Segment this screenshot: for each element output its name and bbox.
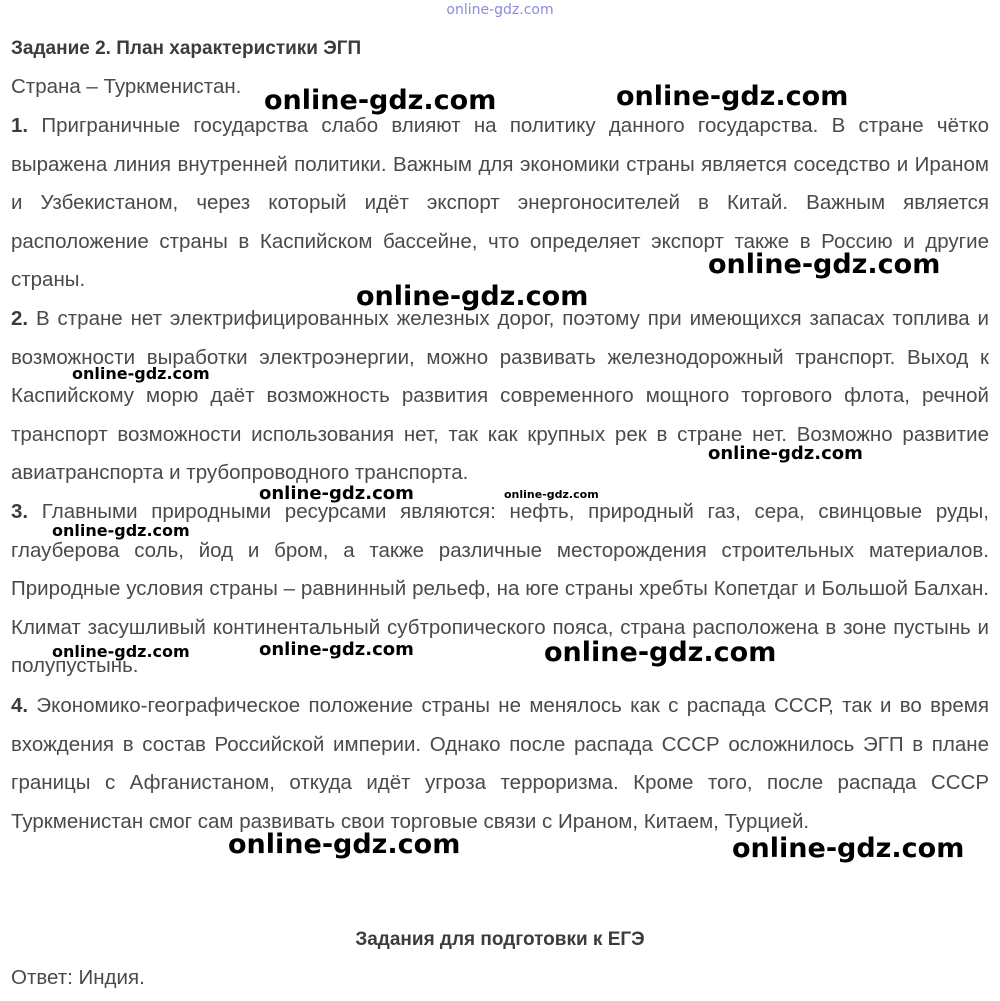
- top-watermark: online-gdz.com: [446, 2, 554, 18]
- watermark: online-gdz.com: [708, 249, 941, 280]
- watermark: online-gdz.com: [732, 833, 965, 864]
- watermark: online-gdz.com: [356, 281, 589, 312]
- watermark: online-gdz.com: [616, 81, 849, 112]
- country-line: Страна – Туркменистан.: [11, 75, 242, 98]
- task-title: Задание 2. План характеристики ЭГП: [11, 38, 362, 59]
- watermark: online-gdz.com: [259, 483, 414, 504]
- watermark: online-gdz.com: [544, 637, 777, 668]
- watermark: online-gdz.com: [708, 443, 863, 464]
- paragraph-2: [11, 300, 989, 493]
- paragraph-number: 3.: [11, 500, 29, 523]
- watermark: online-gdz.com: [504, 488, 599, 501]
- watermark: online-gdz.com: [52, 521, 190, 540]
- watermark: online-gdz.com: [259, 639, 414, 660]
- paragraph-number: 1.: [11, 114, 29, 137]
- paragraph-text: Экономико-географическое положение страны не менялось как с распада СССР, так и во время вхождения в состав Российской империи. Однако после распада СССР осложнилось ЭГП в плане границы с Афганистаном, откуда идёт угроза терроризма. Кроме того, после распада СССР Туркменистан смог сам развивать свои торговые связи с Ираном, Китаем, Турцией.: [11, 694, 989, 833]
- paragraph-number: 4.: [11, 694, 29, 717]
- watermark: online-gdz.com: [228, 829, 461, 860]
- paragraph-number: 2.: [11, 307, 29, 330]
- paragraph-text: Главными природными ресурсами являются: нефть, природный газ, сера, свинцовые руды, глауберова соль, йод и бром, а также различные месторождения строительных материалов. Природные условия страны – равнинный рельеф, на юге страны хребты Копетдаг и Большой Балхан. Климат засушливый континентальный субтропического пояса, страна расположена в зоне пустынь и полупустынь.: [11, 500, 989, 678]
- watermark: online-gdz.com: [52, 642, 190, 661]
- paragraph-text: Приграничные государства слабо влияют на политику данного государства. В стране чётко выражена линия внутренней политики. Важным для экономики страны является соседство и Ираном и Узбекистаном, через который идёт экспорт энергоносителей в Китай. Важным является расположение страны в Каспийском бассейне, что определяет экспорт также в Россию и другие страны.: [11, 114, 989, 292]
- paragraph-4: [11, 687, 989, 841]
- section-heading: Задания для подготовки к ЕГЭ: [355, 929, 645, 950]
- watermark: online-gdz.com: [72, 364, 210, 383]
- watermark: online-gdz.com: [264, 85, 497, 116]
- paragraph-text: В стране нет электрифицированных железных дорог, поэтому при имеющихся запасах топлива и возможности выработки электроэнергии, можно развивать железнодорожный транспорт. Выход к Каспийскому морю даёт возможность развития современного мощного торгового флота, речной транспорт возможности использования нет, так как крупных рек в стране нет. Возможно развитие авиатранспорта и трубопроводного транспорта.: [11, 307, 989, 485]
- answer-line: Ответ: Индия.: [11, 966, 145, 989]
